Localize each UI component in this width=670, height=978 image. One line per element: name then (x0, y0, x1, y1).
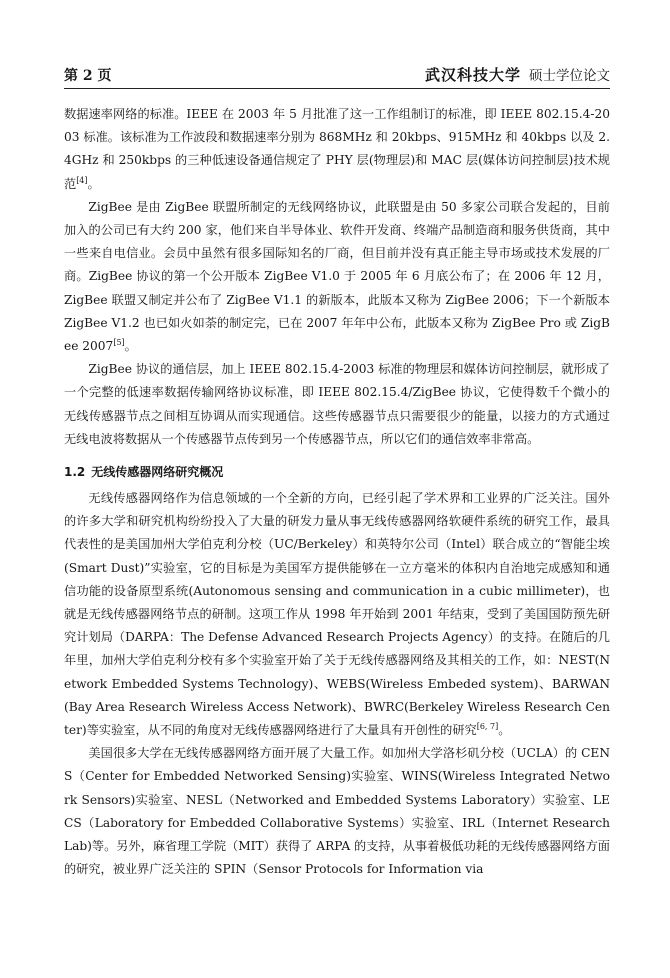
section-title: 无线传感器网络研究概况 (91, 465, 224, 480)
citation: [4] (76, 175, 88, 185)
paragraph-zigbee-protocol: ZigBee 协议的通信层，加上 IEEE 802.15.4-2003 标准的物理层和媒体访问控制层，就形成了一个完整的低速率数据传输网络协议标准，即 IEEE 802.15.4/ZigBee 协议，它使得数千个微小的无线传感器节点之间相互协调从而实现通信。这些传感器节点只需要很少的能量，以接力的方式通过无线电波将数据从一个传感器节点传到另一个传感器节点，所以它们的通信效率非常高。 (64, 362, 610, 446)
paragraph-zigbee-alliance: ZigBee 是由 ZigBee 联盟所制定的无线网络协议，此联盟是由 50 多家公司联合发起的，目前加入的公司已有大约 200 家，他们来自半导体业、软件开发商、终端产品制造商和服务供货商，其中一些来自电信业。会员中虽然有很多国际知名的厂商，但目前并没有真正能主导市场或技术发展的厂商。ZigBee 协议的第一个公开版本 ZigBee V1.0 于 2005 年 6 月底公布了；在 2006 年 12 月，ZigBee 联盟又制定并公布了 ZigBee V1.1 的新版本，此版本又称为 ZigBee 2006；下一个新版本 ZigBee V1.2 也已如火如荼的制定完，已在 2007 年年中公布，此版本又称为 ZigBee Pro 或 ZigBee 2007[5]。 (64, 199, 610, 354)
body-text (64, 103, 610, 882)
thesis-page (64, 64, 610, 882)
degree-type: 硕士学位论文 (529, 68, 610, 84)
university-name: 武汉科技大学 (424, 66, 521, 84)
section-number: 1.2 (64, 465, 86, 480)
section-heading (64, 461, 610, 483)
page-number: 第 2 页 (64, 68, 112, 84)
paragraph-ieee-standard: 数据速率网络的标准。IEEE 在 2003 年 5 月批准了这一工作组制订的标准，即 IEEE 802.15.4-2003 标准。该标准为工作波段和数据速率分别为 868MHz 和 20kbps、915MHz 和 40kbps 以及 2.4GHz 和 250kbps 的三种低速设备通信规定了 PHY 层(物理层)和 MAC 层(媒体访问控制层)技术规范[4]。 (64, 107, 610, 191)
paragraph-us-universities: 美国很多大学在无线传感器网络方面开展了大量工作。如加州大学洛杉矶分校（UCLA）的 CENS（Center for Embedded Networked Sensing)实验室、WINS(Wireless Integrated Network Sensors)实验室、NESL（Networked and Embedded Systems Laboratory）实验室、LECS（Laboratory for Embedded Collaborative Systems）实验室、IRL（Internet Research Lab)等。另外，麻省理工学院（MIT）获得了 ARPA 的支持，从事着极低功耗的无线传感器网络方面的研究，被业界广泛关注的 SPIN（Sensor Protocols for Information via (64, 746, 610, 877)
header-right (425, 64, 610, 85)
running-header (64, 64, 610, 89)
citation: [5] (113, 338, 125, 348)
paragraph-research-overview: 无线传感器网络作为信息领域的一个全新的方向，已经引起了学术界和工业界的广泛关注。国外的许多大学和研究机构纷纷投入了大量的研发力量从事无线传感器网络软硬件系统的研究工作，最具代表性的是美国加州大学伯克利分校（UC/Berkeley）和英特尔公司（Intel）联合成立的“智能尘埃(Smart Dust)”实验室，它的目标是为美国军方提供能够在一立方毫米的体积内自治地完成感知和通信功能的设备原型系统(Autonomous sensing and communication in a cubic millimeter)，也就是无线传感器网络节点的研制。这项工作从 1998 年开始到 2001 年结束，受到了美国国防预先研究计划局（DARPA：The Defense Advanced Research Projects Agency）的支持。在随后的几年里，加州大学伯克利分校有多个实验室开始了关于无线传感器网络及其相关的工作，如：NEST(Network Embedded Systems Technology)、WEBS(Wireless Embeded system)、BARWAN (Bay Area Research Wireless Access Network)、BWRC(Berkeley Wireless Research Center)等实验室，从不同的角度对无线传感器网络进行了大量具有开创性的研究[6, 7]。 (64, 491, 610, 738)
citation: [6, 7] (476, 722, 499, 732)
